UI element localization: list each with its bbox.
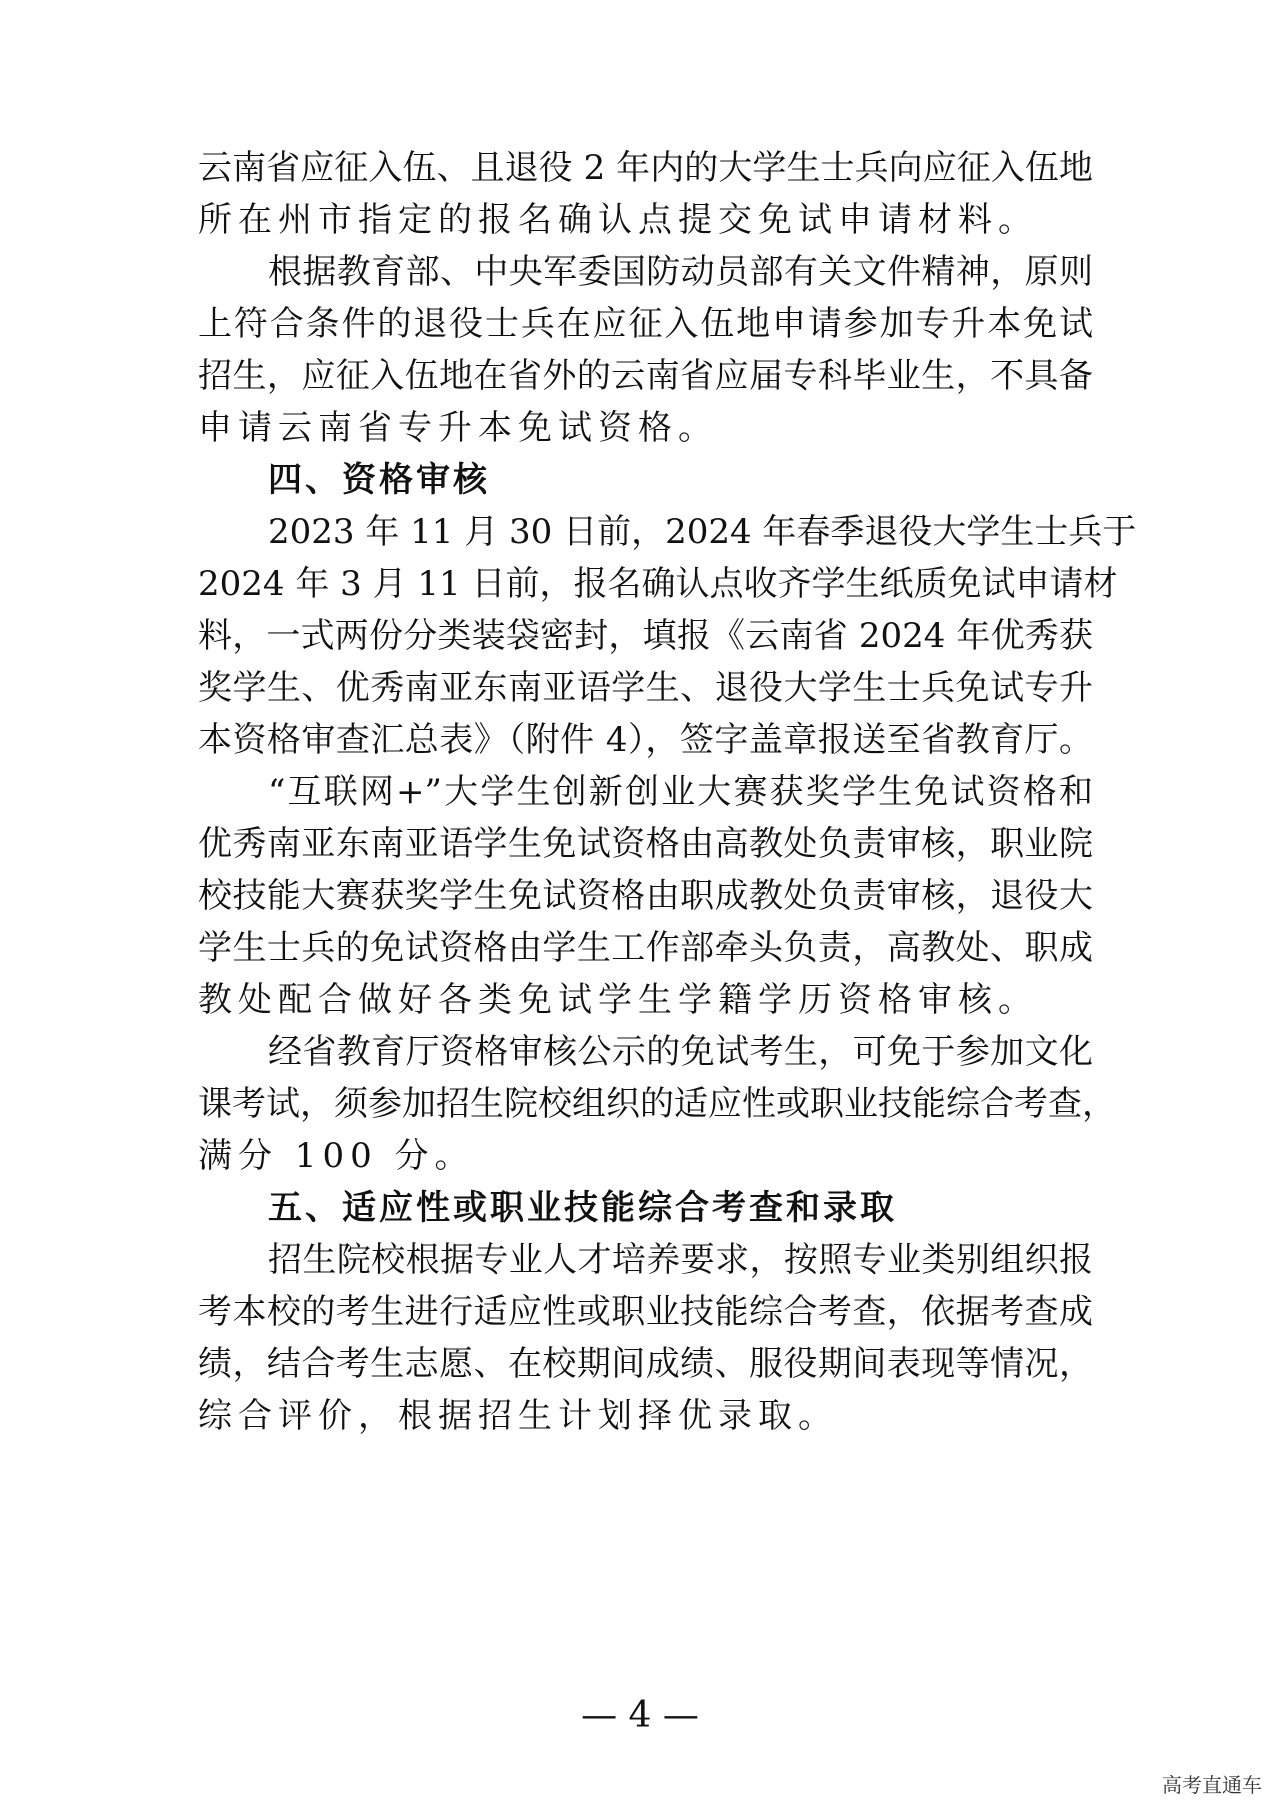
watermark-text: 高考直通车 [1162, 1773, 1262, 1797]
body-text-line: 招生院校根据专业人才培养要求，按照专业类别组织报 [268, 1240, 1093, 1280]
body-text-line: 学生士兵的免试资格由学生工作部牵头负责，高教处、职成 [198, 928, 1093, 968]
body-text-line: 校技能大赛获奖学生免试资格由职成教处负责审核，退役大 [198, 876, 1093, 916]
body-text-line: 考本校的考生进行适应性或职业技能综合考查，依据考查成 [198, 1292, 1093, 1332]
body-text-line: 满分 100 分。 [198, 1136, 475, 1176]
body-text-line: 奖学生、优秀南亚东南亚语学生、退役大学生士兵免试专升 [198, 668, 1093, 708]
body-text-line: 教处配合做好各类免试学生学籍学历资格审核。 [198, 980, 1038, 1020]
body-text-line: 2023 年 11 月 30 日前，2024 年春季退役大学生士兵于 [268, 512, 1137, 552]
body-text-line: 经省教育厅资格审核公示的免试考生，可免于参加文化 [268, 1032, 1093, 1072]
body-text-line: 优秀南亚东南亚语学生免试资格由高教处负责审核，职业院 [198, 824, 1093, 864]
section-heading: 四、资格审核 [268, 460, 490, 500]
body-text-line: 课考试，须参加招生院校组织的适应性或职业技能综合考查， [198, 1084, 1116, 1124]
body-text-line: 所在州市指定的报名确认点提交免试申请材料。 [198, 200, 1038, 240]
body-text-line: 申请云南省专升本免试资格。 [198, 408, 718, 448]
body-text-line: 本资格审查汇总表》（附件 4），签字盖章报送至省教育厅。 [198, 720, 1093, 760]
page-number: — 4 — [581, 1695, 699, 1736]
body-text-line: 云南省应征入伍、且退役 2 年内的大学生士兵向应征入伍地 [198, 148, 1093, 188]
body-text-line: 根据教育部、中央军委国防动员部有关文件精神，原则 [268, 252, 1093, 292]
body-text-line: 2024 年 3 月 11 日前，报名确认点收齐学生纸质免试申请材 [198, 564, 1118, 604]
body-text-line: 综合评价，根据招生计划择优录取。 [198, 1396, 838, 1436]
body-text-line: 绩，结合考生志愿、在校期间成绩、服役期间表现等情况， [198, 1344, 1093, 1384]
body-text-line: 料，一式两份分类装袋密封，填报《云南省 2024 年优秀获 [198, 616, 1093, 656]
section-heading: 五、适应性或职业技能综合考查和录取 [268, 1188, 897, 1228]
body-text-line: “互联网+”大学生创新创业大赛获奖学生免试资格和 [268, 772, 1093, 812]
body-text-line: 上符合条件的退役士兵在应征入伍地申请参加专升本免试 [198, 304, 1093, 344]
body-text-line: 招生，应征入伍地在省外的云南省应届专科毕业生，不具备 [198, 356, 1093, 396]
